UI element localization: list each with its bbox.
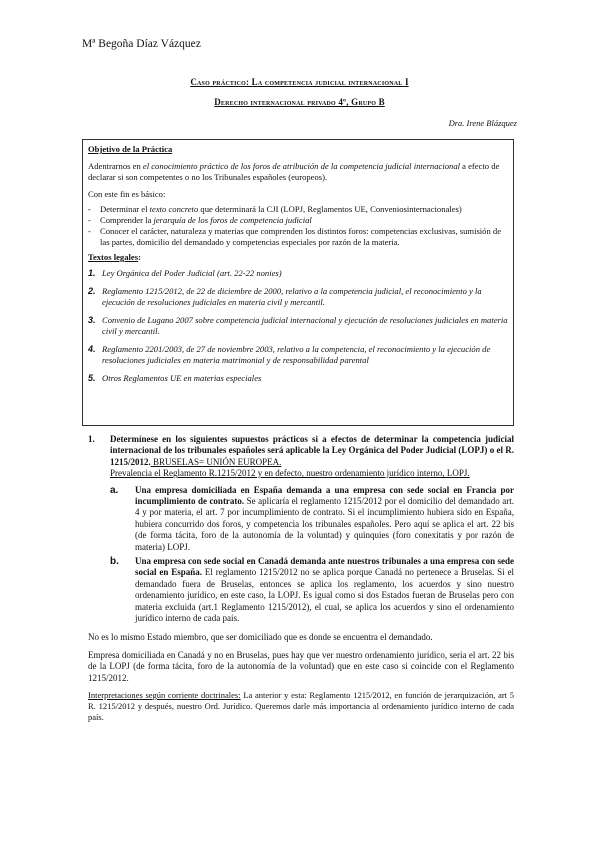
objective-box	[82, 139, 514, 426]
case-b: b. Una empresa con sede social en Canadá demanda ante nuestros tribunales a una empresa con sede social en España. El reglamento 1215/2012 no se aplica porque Canadá no pertenece a Bruselas. Si el demandado fuera de Bruselas, entonces se aplica los reglamento, los acuerdos y sino nuestro ordenamiento jurídico, en este caso, la LOPJ. Es igual como si dos Estados fueran de Bruselas pero con materia excluida (art.1 Reglamento 1215/2012), el cual, se aplica los acuerdos y sino el ordenamiento jurídico interno de cada país.	[110, 556, 515, 624]
document-title: Caso práctico: La competencia judicial internacional I	[190, 77, 409, 87]
legal-text-item: 2. Reglamento 1215/2012, de 22 de diciembre de 2000, relativo a la competencia judicial, el reconocimiento y la ejecución de resoluciones judiciales en materia civil y mercantil.	[88, 286, 482, 307]
objective-heading: Objetivo de la Práctica	[88, 144, 173, 154]
objective-intro: Adentrarnos en el conocimiento práctico de los foros de atribución de la competencia judicial internacional a efecto de declarar si son competentes o no los Tribunales españoles (europeos).	[88, 161, 500, 182]
case-b-paragraph: Empresa domiciliada en Canadá y no en Bruselas, pues hay que ver nuestro ordenamiento jurídico, sería el art. 22 bis de la LOPJ (de forma tácita, foro de la autonomía de la voluntad) que en este caso si coincide con el Reglamento 1215/2012.	[88, 649, 514, 683]
prevalence-note: Prevalencia el Reglamento R.1215/2012 y en defecto, nuestro ordenamiento jurídico interno, LOPJ.	[110, 468, 470, 479]
legal-text-item: 4. Reglamento 2201/2003, de 27 de noviembre 2003, relativo a la competencia, el reconocimiento y la ejecución de resoluciones judiciales en materia matrimonial y de responsabilidad parental	[88, 344, 491, 365]
list-item: - Determinar el texto concreto que determinará la CJI (LOPJ, Reglamentos UE, Conveniosinternacionales)	[88, 204, 462, 214]
legal-text-item: 1. Ley Orgánica del Poder Judicial (art. 22-22 nonies)	[88, 268, 282, 278]
case-b-paragraph: No es lo mismo Estado miembro, que ser domiciliado que es donde se encuentra el demandado.	[88, 631, 433, 642]
doctrinal-interpretation: Interpretaciones según corriente doctrinales: La anterior y esta: Reglamento 1215/2012, en función de jerarquización, art 5 R. 1215/2012 y después, nuestro Ord. Jurídico. Queremos darle más importancia al ordenamiento jurídico interno de cada país.	[88, 690, 514, 723]
question-1: 1. Determínese en los siguientes supuestos prácticos si a efectos de determinar la competencia judicial internacional de los tribunales españoles será aplicable la Ley Orgánica del Poder Judicial (LOPJ) o el R. 1215/2012. BRUSELAS= UNIÓN EUROPEA.	[88, 434, 514, 467]
exercise-section	[88, 434, 514, 723]
document-subtitle: Derecho internacional privado 4º, Grupo B	[214, 97, 385, 107]
list-item: - Conocer el carácter, naturaleza y materias que comprenden los distintos foros: competencias exclusivas, sumisión de las partes, domicilio del demandado y competencias especiales por razón de la materia.	[88, 226, 502, 247]
case-a: a. Una empresa domiciliada en España demanda a una empresa con sede social en Francia por incumplimiento de contrato. Se aplicaría el reglamento 1215/2012 por el domicilio del demandado art. 4 y por materia, el art. 7 por incumplimiento de contrato. Si el incumplimiento hubiera sido en España, hubiera concurrido dos foros, y competencia los tribunales españoles. Pero aquí se aplica el art. 22 bis (de forma tácita, foro de la autonomía de la voluntad) y quinquies (foro conexitatis y por razón de materia) LOPJ.	[110, 484, 514, 552]
legal-texts-heading: Textos legales:	[88, 252, 141, 262]
list-item: - Comprender la jerarquía de los foros de competencia judicial	[88, 215, 312, 225]
legal-text-item: 3. Convenio de Lugano 2007 sobre competencia judicial internacional y ejecución de resoluciones judiciales en materia civil y mercantil.	[88, 315, 508, 336]
author-name: Mª Begoña Díaz Vázquez	[82, 38, 201, 50]
legal-text-item: 5. Otros Reglamentos UE en materias especiales	[88, 373, 262, 383]
byline: Dra. Irene Blázquez	[448, 118, 517, 128]
objective-purpose: Con este fin es básico:	[88, 189, 166, 199]
